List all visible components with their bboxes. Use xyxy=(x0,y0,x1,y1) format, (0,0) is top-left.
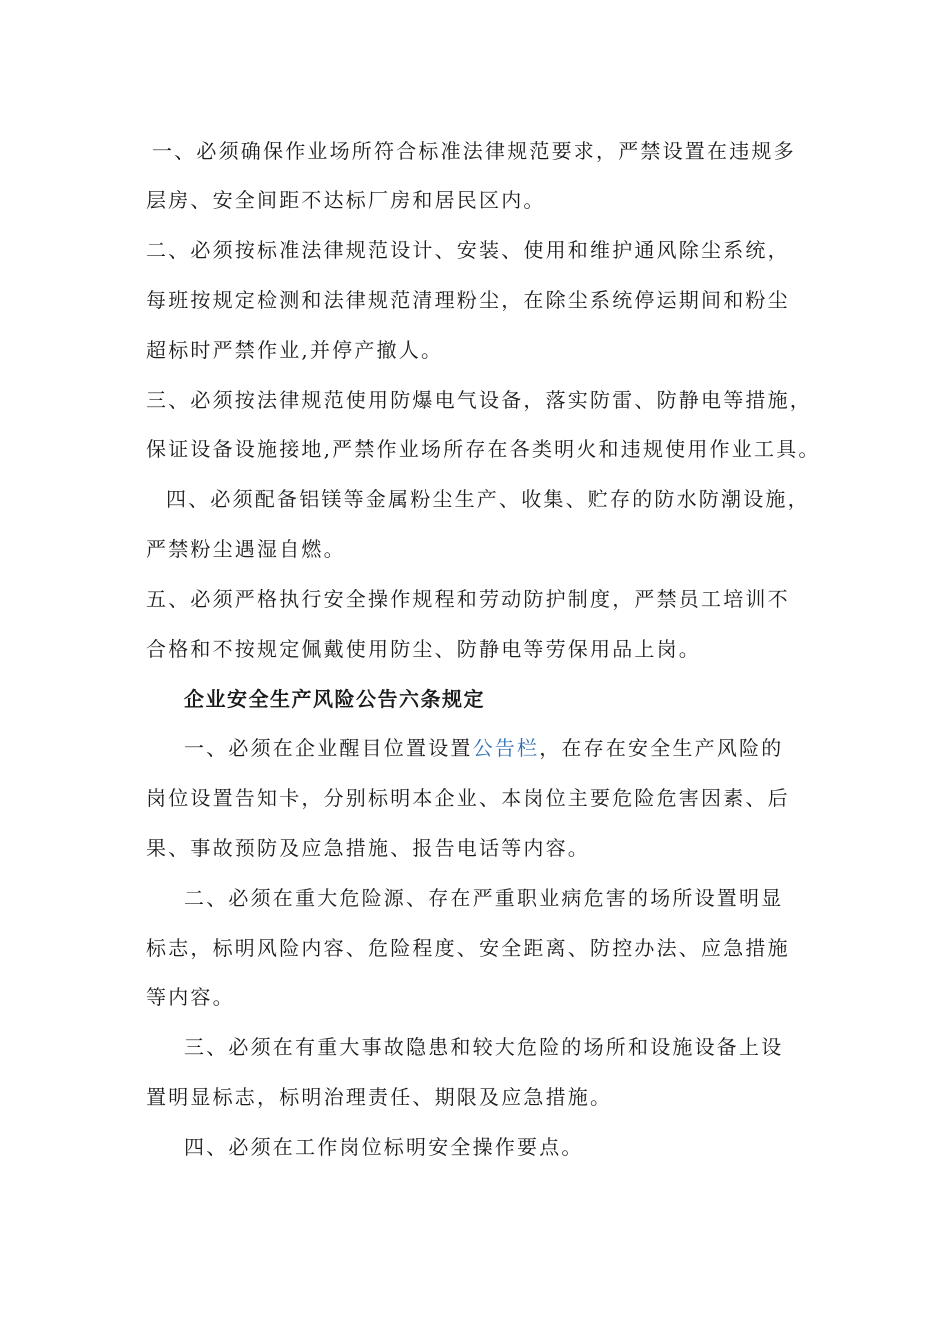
paragraph-line: 二、必须按标准法律规范设计、安装、使用和维护通风除尘系统， xyxy=(146,238,790,262)
paragraph-line: 保证设备设施接地,严禁作业场所存在各类明火和违规使用作业工具。 xyxy=(146,437,821,461)
paragraph-line: 四、必须配备铝镁等金属粉尘生产、收集、贮存的防水防潮设施， xyxy=(166,487,810,511)
paragraph-line: 标志，标明风险内容、危险程度、安全距离、防控办法、应急措施 xyxy=(146,936,790,960)
paragraph-line: 合格和不按规定佩戴使用防尘、防静电等劳保用品上岗。 xyxy=(146,637,701,661)
section-title: 企业安全生产风险公告六条规定 xyxy=(184,687,485,711)
paragraph-line: 果、事故预防及应急措施、报告电话等内容。 xyxy=(146,836,590,860)
text-segment: ，在存在安全生产风险的 xyxy=(539,736,784,760)
bulletin-board-link[interactable]: 公告栏 xyxy=(472,736,540,760)
paragraph-line: 严禁粉尘遇湿自燃。 xyxy=(146,537,346,561)
paragraph-line: 每班按规定检测和法律规范清理粉尘，在除尘系统停运期间和粉尘 xyxy=(146,288,790,312)
paragraph-line: 三、必须按法律规范使用防爆电气设备，落实防雷、防静电等措施， xyxy=(146,388,812,412)
text-segment: 一、必须在企业醒目位置设置 xyxy=(184,736,473,760)
paragraph-line: 一、必须确保作业场所符合标准法律规范要求，严禁设置在违规多 xyxy=(152,139,796,163)
paragraph-line: 超标时严禁作业,并停产撤人。 xyxy=(146,338,444,362)
paragraph-line: 四、必须在工作岗位标明安全操作要点。 xyxy=(184,1135,584,1159)
paragraph-line: 三、必须在有重大事故隐患和较大危险的场所和设施设备上设 xyxy=(184,1035,784,1059)
paragraph-line xyxy=(184,735,783,761)
paragraph-line: 二、必须在重大危险源、存在严重职业病危害的场所设置明显 xyxy=(184,886,784,910)
paragraph-line: 置明显标志，标明治理责任、期限及应急措施。 xyxy=(146,1085,613,1109)
paragraph-line: 岗位设置告知卡，分别标明本企业、本岗位主要危险危害因素、后 xyxy=(146,786,790,810)
paragraph-line: 等内容。 xyxy=(146,985,235,1009)
paragraph-line: 层房、安全间距不达标厂房和居民区内。 xyxy=(146,188,546,212)
paragraph-line: 五、必须严格执行安全操作规程和劳动防护制度，严禁员工培训不 xyxy=(146,587,790,611)
